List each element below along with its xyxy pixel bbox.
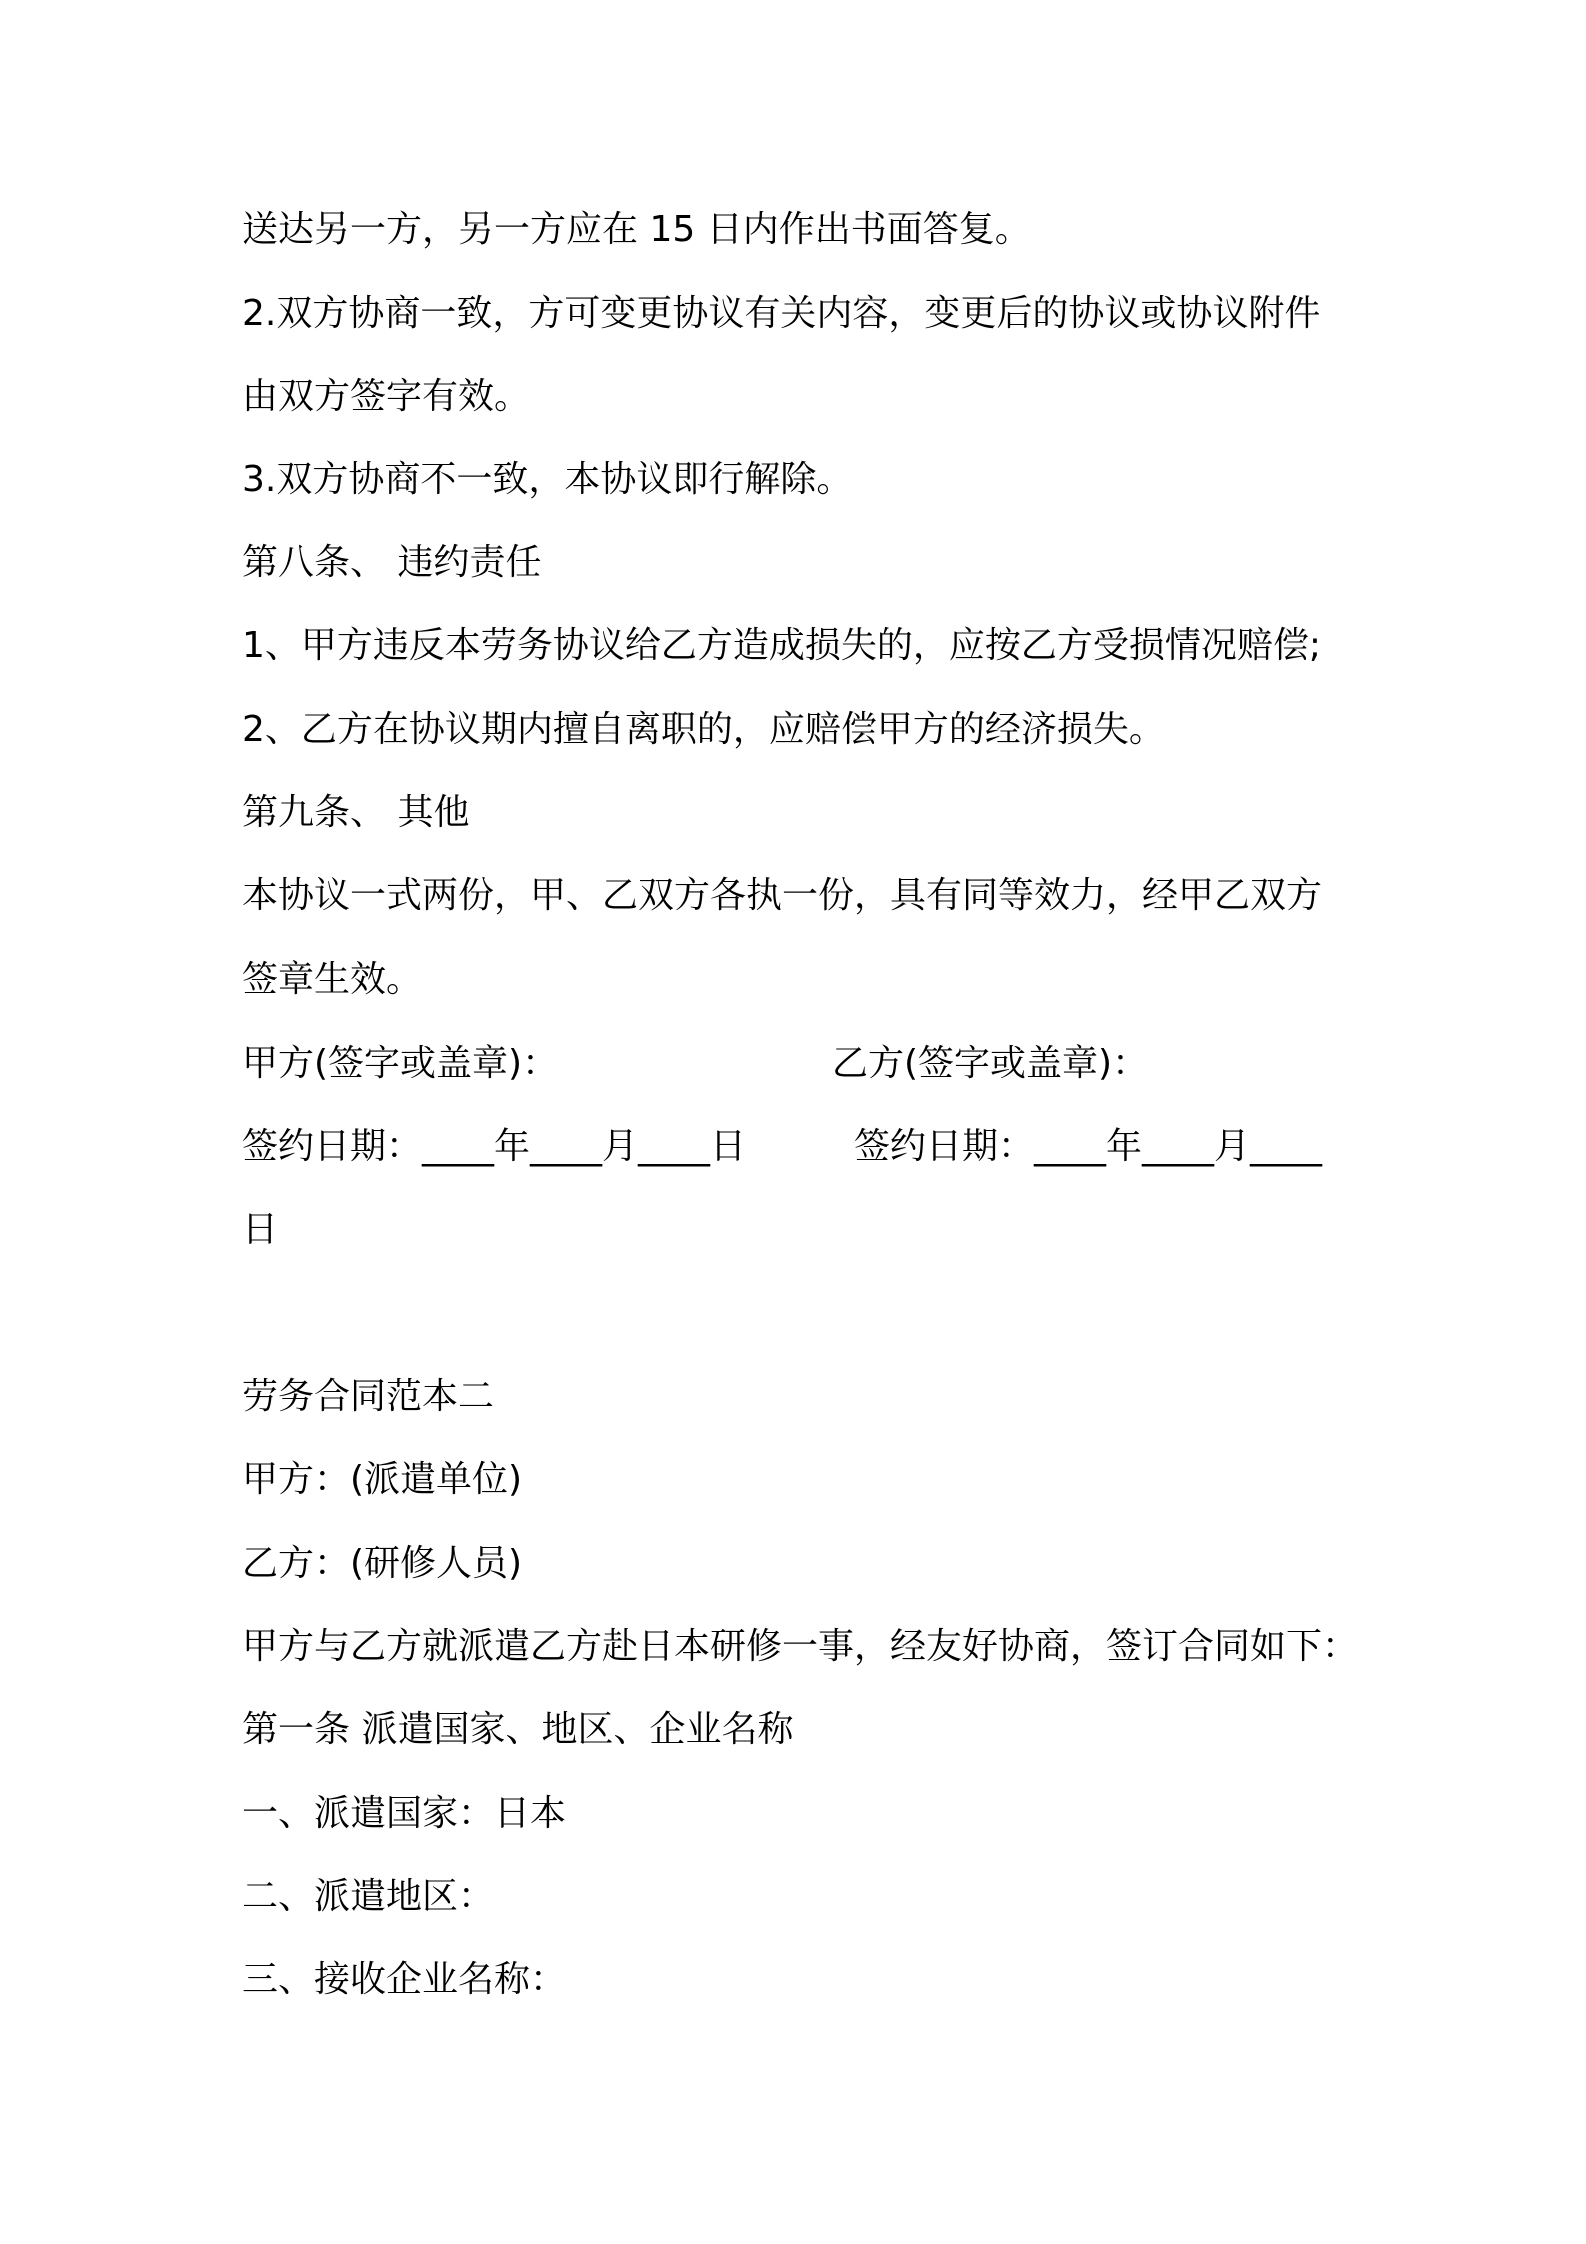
list-item: 二、派遣地区： [242, 1876, 495, 1917]
paragraph-line: 2.双方协商一致，方可变更协议有关内容，变更后的协议或协议附件 [242, 293, 1321, 334]
party-a-signature-label: 甲方(签字或盖章)： [242, 1043, 559, 1084]
paragraph-line: 送达另一方，另一方应在 15 日内作出书面答复。 [242, 209, 1031, 250]
paragraph-line: 3.双方协商不一致，本协议即行解除。 [242, 459, 853, 500]
article-heading: 第一条 派遣国家、地区、企业名称 [242, 1709, 794, 1750]
paragraph-line: 1、甲方违反本劳务协议给乙方造成损失的，应按乙方受损情况赔偿; [242, 625, 1322, 666]
party-b-signature-label: 乙方(签字或盖章)： [832, 1043, 1149, 1084]
paragraph-line: 本协议一式两份，甲、乙双方各执一份，具有同等效力，经甲乙双方 [242, 875, 1323, 916]
article-heading: 第九条、 其他 [242, 792, 470, 833]
signing-date-tail: 日 [242, 1209, 279, 1250]
paragraph-line: 甲方与乙方就派遣乙方赴日本研修一事，经友好协商，签订合同如下： [242, 1626, 1359, 1667]
paragraph-line: 由双方签字有效。 [242, 376, 531, 417]
party-a-line: 甲方：(派遣单位) [242, 1459, 523, 1500]
list-item: 三、接收企业名称： [242, 1959, 567, 2000]
list-item: 一、派遣国家：日本 [242, 1793, 567, 1834]
signing-date-row [242, 1123, 1362, 1171]
paragraph-line: 2、乙方在协议期内擅自离职的，应赔偿甲方的经济损失。 [242, 709, 1165, 750]
party-a-signing-date: 签约日期：____年____月____日 [242, 1126, 747, 1167]
article-heading: 第八条、 违约责任 [242, 542, 542, 583]
party-b-signing-date: 签约日期：____年____月____ [854, 1126, 1323, 1167]
party-b-line: 乙方：(研修人员) [242, 1543, 523, 1584]
signature-row [242, 1040, 1362, 1088]
section-title: 劳务合同范本二 [242, 1376, 495, 1417]
paragraph-line: 签章生效。 [242, 959, 423, 1000]
